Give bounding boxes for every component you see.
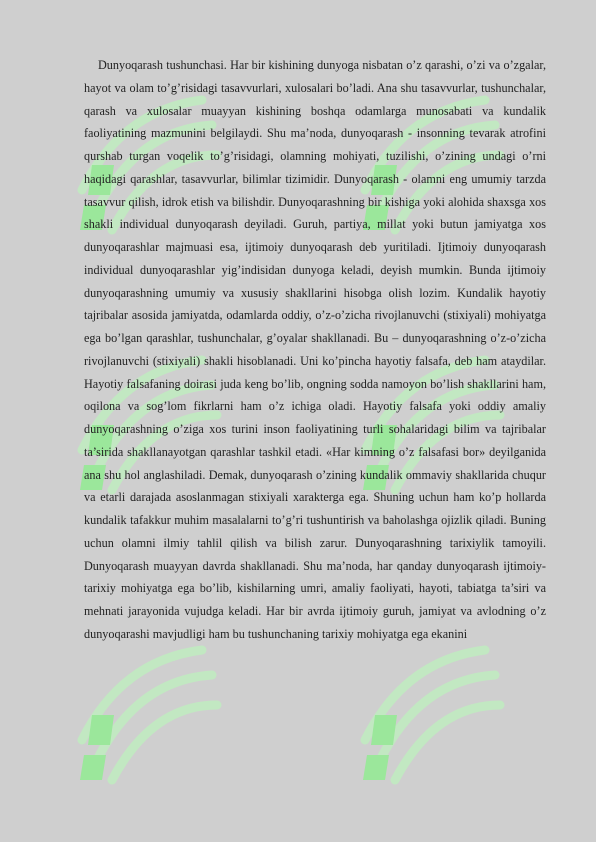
fingerprint-watermark-icon	[62, 620, 227, 790]
fingerprint-watermark-icon	[345, 620, 510, 790]
body-paragraph	[84, 54, 546, 646]
paragraph-text: Dunyoqarash tushunchasi. Har bir kishining dunyoga nisbatan o’z qarashi, o’zi va o’zgalar, hayot va olam to’g’risidagi tasavvurlari, xulosalari bo’ladi. Ana shu tasavvurlar, tushunchalar, qarash va xulosalar muayyan kishining boshqa odamlarga munosabati va kundalik faoliyatining mazmunini belgilaydi. Shu ma’noda, dunyoqarash - insonning tevarak atrofini qurshab turgan voqelik to’g’risidagi, olamning mohiyati, tuzilishi, o’zining undagi o’rni haqidagi qarashlar, tasavvurlar, bilimlar tizimidir. Dunyoqarash - olamni eng umumiy tarzda tasavvur qilish, idrok etish va bilishdir. Dunyoqarashning bir kishiga yoki alohida shaxsga xos shakli individual dunyoqarash deyiladi. Guruh, partiya, millat yoki butun jamiyatga xos dunyoqarashlar majmuasi esa, ijtimoiy dunyoqarash deb yuritiladi. Ijtimoiy dunyoqarash individual dunyoqarashlar yig’indisidan dunyoga keladi, deyish mumkin. Bunda ijtimoiy dunyoqarashning umumiy va xususiy shakllarini hisobga olish lozim. Kundalik hayotiy tajribalar asosida jamiyatda, odamlarda oddiy, o’z-o’zicha rivojlanuvchi (stixiyali) mohiyatga ega bo’lgan qarashlar, tushunchalar, g’oyalar shakllanadi. Bu – dunyoqarashning o’z-o’zicha rivojlanuvchi (stixiyali) shakli hisoblanadi. Uni ko’pincha hayotiy falsafa, deb ham ataydilar. Hayotiy falsafaning doirasi juda keng bo’lib, ongning sodda namoyon bo’lish shakllarini ham, oqilona va sog’lom fikrlarni ham o’z ichiga oladi. Hayotiy falsafa yoki oddiy amaliy dunyoqarashning o’ziga xos turini inson faoliyatining turli sohalaridagi bilim va tajribalar ta’sirida shakllanayotgan qarashlar tashkil etadi. «Har kimning o’z falsafasi bor» deyilganida ana shu hol anglashiladi. Demak, dunyoqarash o’zining kundalik ommaviy shakllarida chuqur va etarli darajada asoslanmagan stixiyali xarakterga ega. Shuning uchun ham ko’p hollarda kundalik tafakkur muhim masalalarni to’g’ri tushuntirish va baholashga ojizlik qiladi. Buning uchun olamni ilmiy tahlil qilish va bilish zarur. Dunyoqarashning tarixiylik tamoyili. Dunyoqarash muayyan davrda shakllanadi. Shu ma’noda, har qanday dunyoqarash ijtimoiy-tarixiy mohiyatga ega bo’lib, kishilarning umri, amaliy faoliyati, hayoti, tabiatga ta’siri va mehnati jarayonida vujudga keladi. Har bir avrda ijtimoiy guruh, jamiyat va avlodning o’z dunyoqarashi mavjudligi ham bu tushunchaning tarixiy mohiyatga ega ekanini	[84, 58, 546, 641]
